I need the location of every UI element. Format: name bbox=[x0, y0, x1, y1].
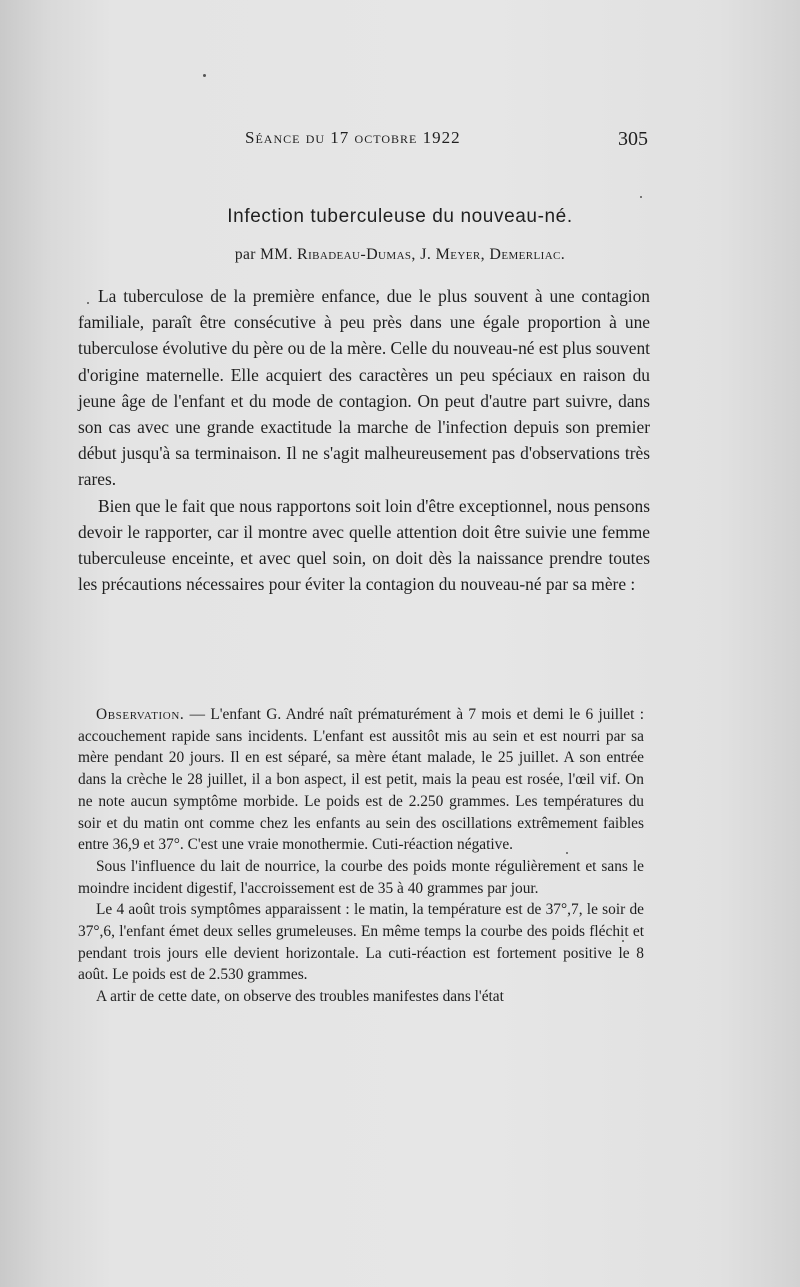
page-number: 305 bbox=[618, 128, 648, 150]
observation-text bbox=[78, 704, 644, 1008]
byline-prefix: par MM. bbox=[234, 246, 293, 263]
observation-first-paragraph: — L'enfant G. André naît prématurément à 7 mois et demi le 6 juillet : accouchement rapide sans incidents. L'enfant est aussitôt mis au sein et est nourri par sa mère pendant 20 jours. Il en est séparé, sa mère étant malade, le 25 juillet. A son entrée dans la crèche le 28 juillet, il a bon aspect, il est petit, mais la peau est rosée, l'œil vif. On ne note aucun symptôme morbide. Le poids est de 2.250 grammes. Les températures du soir et du matin ont comme chez les enfants au sein des oscillations extrêmement faibles entre 36,9 et 37°. C'est une vraie monothermie. Cuti-réaction négative. bbox=[78, 706, 644, 854]
observation-paragraph-3: Le 4 août trois symptômes apparaissent : le matin, la température est de 37°,7, le soir de 37°,6, l'enfant émet deux selles grumeleuses. En même temps la courbe des poids fléchit et pendant trois jours elle devient horizontale. La cuti-réaction est fortement positive le 8 août. Le poids est de 2.530 grammes. bbox=[78, 901, 644, 984]
running-title: Séance du 17 octobre 1922 bbox=[245, 128, 461, 147]
article-title: Infection tuberculeuse du nouveau-né. bbox=[227, 206, 573, 227]
paper-speck bbox=[87, 302, 89, 304]
body-paragraph-2: Bien que le fait que nous rapportons soit loin d'être exceptionnel, nous pensons devoir le rapporter, car il montre avec quelle attention doit être suivie une femme tuberculeuse enceinte, et avec quel soin, on doit dès la naissance prendre toutes les précautions nécessaires pour éviter la contagion du nouveau-né par sa mère : bbox=[78, 495, 650, 595]
body-text bbox=[78, 283, 650, 597]
observation-paragraph-2: Sous l'influence du lait de nourrice, la courbe des poids monte régulièrement et sans le moindre incident digestif, l'accroissement est de 35 à 40 grammes par jour. bbox=[78, 857, 644, 897]
paper-speck bbox=[203, 74, 206, 77]
paper-speck bbox=[640, 196, 642, 198]
byline bbox=[0, 246, 800, 264]
running-head bbox=[0, 128, 800, 158]
observation-label: Observation. bbox=[96, 706, 185, 723]
body-paragraph-1: La tuberculose de la première enfance, due le plus souvent à une contagion familiale, paraît être consécutive à peu près dans une égale proportion à une tuberculose évolutive du père ou de la mère. Celle du nouveau-né est plus souvent d'origine maternelle. Elle acquiert des caractères un peu spéciaux en raison du jeune âge de l'enfant et du mode de contagion. On peut d'autre part suivre, dans son cas avec une grande exactitude la marche de l'infection depuis son premier début jusqu'à sa terminaison. Il ne s'agit malheureusement pas d'observations très rares. bbox=[78, 286, 650, 490]
byline-authors: Ribadeau-Dumas, J. Meyer, Demerliac. bbox=[297, 246, 566, 263]
observation-paragraph-1 bbox=[78, 704, 644, 856]
observation-paragraph-4: A artir de cette date, on observe des troubles manifestes dans l'état bbox=[96, 988, 504, 1006]
paper-speck bbox=[622, 940, 624, 942]
paper-speck bbox=[566, 852, 568, 854]
